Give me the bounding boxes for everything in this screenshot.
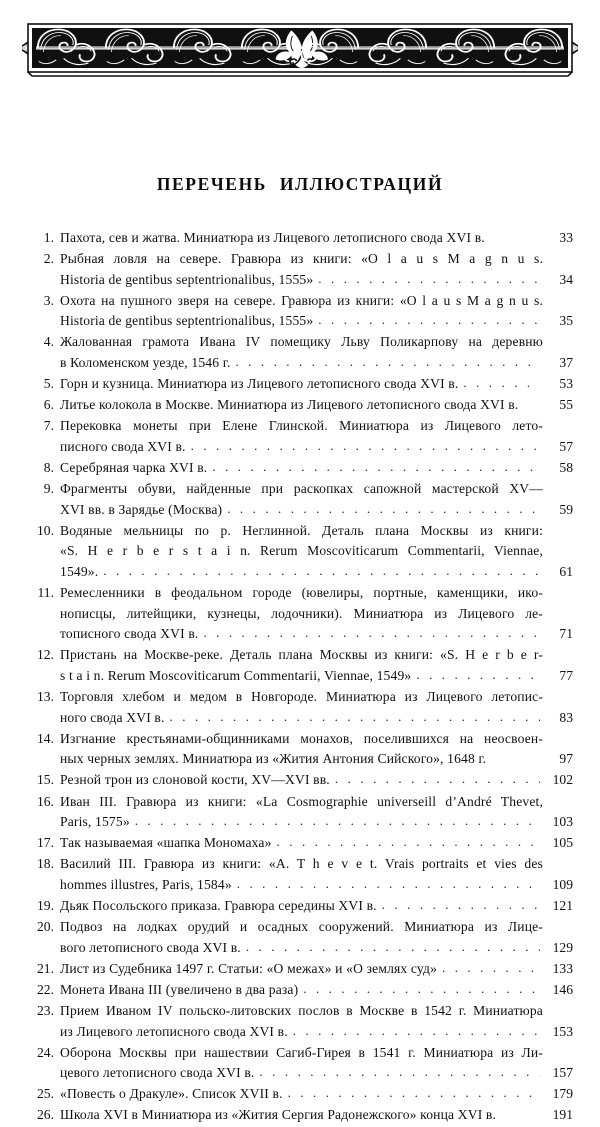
entry-number: 5. [43,376,54,392]
entry-page-number: 83 [559,709,573,725]
entry-line [28,479,573,500]
list-item[interactable] [28,896,573,917]
entry-caption: Пахота, сев и жатва. Миниатюра из Лицевого летописного свода XVI в. [60,230,485,245]
entry-number: 9. [43,481,54,497]
headpiece-artwork [22,20,578,82]
entry-number: 17. [37,835,54,851]
entry-caption: «S. H e r b e r s t a i n. Rerum Moscoviticarum Commentarii, Viennae, [60,543,543,559]
ornamental-headpiece [22,20,578,82]
entry-line [28,666,573,687]
entry-number: 21. [37,960,54,976]
dot-leader [235,352,540,373]
list-item[interactable] [28,980,573,1001]
list-item[interactable] [28,1105,573,1126]
entry-page-number: 153 [552,1023,573,1039]
entry-page-number: 133 [552,960,573,976]
entry-caption: Охота на пушного зверя на севере. Гравюра из книги: «O l a u s M a g n u s. [60,292,543,308]
entry-line [28,249,573,270]
entry-caption: Рыбная ловля на севере. Гравюра из книги: «O l a u s M a g n u s. [60,251,543,267]
entry-caption: писного свода XVI в. [60,438,186,454]
entry-caption: Резной трон из слоновой кости, XV—XVI вв. [60,772,330,788]
entry-page-number: 57 [559,438,573,454]
entry-line [28,854,573,875]
list-item[interactable] [28,792,573,833]
entry-page-number: 58 [559,460,573,476]
entry-page-number: 53 [559,376,573,392]
entry-caption: XVI вв. в Зарядье (Москва) [60,501,223,517]
entry-line [28,729,573,750]
entry-caption: Historia de gentibus septentrionalibus, 1555» [60,313,314,329]
dot-leader [170,707,540,728]
entry-line [28,1043,573,1064]
entry-line [28,311,573,332]
entry-caption: Литье колокола в Москве. Миниатюра из Лицевого летописного свода XVI в. [60,397,519,413]
dot-leader [416,665,540,686]
dot-leader [246,937,540,958]
entry-number: 1. [43,230,54,245]
entry-caption: Paris, 1575» [60,814,130,830]
entry-page-number: 55 [559,397,573,413]
entry-caption: из Лицевого летописного свода XVI в. [60,1023,288,1039]
list-item[interactable] [28,228,573,249]
dot-leader [191,436,540,457]
entry-page-number: 37 [559,355,573,371]
entry-number: 26. [37,1107,54,1123]
entry-caption: цевого летописного свода XVI в. [60,1065,255,1081]
dot-leader [442,958,540,979]
list-item[interactable] [28,1084,573,1105]
entry-line [28,604,573,625]
entry-line [28,437,573,458]
entry-number: 15. [37,772,54,788]
dot-leader [212,457,540,478]
page-title: ПЕРЕЧЕНЬ ИЛЛЮСТРАЦИЙ [156,174,444,194]
entry-caption: Иван III. Гравюра из книги: «La Cosmographie universeill d’André Thevet, [60,793,543,809]
dot-leader [303,979,540,1000]
entry-line [28,792,573,813]
entry-page-number: 121 [552,898,573,913]
entry-line [28,1084,573,1105]
entry-line [28,624,573,645]
list-item[interactable] [28,458,573,479]
dot-leader [277,832,540,853]
entry-line [28,500,573,521]
entry-caption: Ремесленники в феодальном городе (ювелиры, портные, каменщики, ико- [60,585,543,601]
list-item[interactable] [28,521,573,583]
dot-leader [318,310,540,331]
entry-line [28,980,573,1001]
entry-number: 23. [37,1002,54,1018]
entry-number: 6. [43,397,54,413]
entry-line [28,332,573,353]
list-item[interactable] [28,917,573,958]
entry-caption: hommes illustres, Paris, 1584» [60,876,232,892]
entry-line [28,374,573,395]
entry-page-number: 157 [552,1065,573,1081]
list-item[interactable] [28,1001,573,1042]
entry-page-number: 35 [559,313,573,329]
entry-number: 7. [43,418,54,434]
list-item[interactable] [28,395,573,416]
entry-line [28,917,573,938]
entry-page-number: 33 [559,230,573,245]
entry-line [28,938,573,959]
entry-caption: Лист из Судебника 1497 г. Статьи: «О межах» и «О землях суд» [60,960,438,976]
entry-page-number: 61 [559,564,573,579]
entry-page-number: 97 [559,751,573,767]
dot-leader [318,269,540,290]
dot-leader [227,499,540,520]
entry-line [28,395,573,416]
list-item[interactable] [28,645,573,686]
dot-leader [288,1083,540,1104]
entry-page-number: 129 [552,939,573,955]
entry-line [28,416,573,437]
entry-line [28,1063,573,1084]
entry-caption: Пристань на Москве-реке. Деталь плана Москвы из книги: «S. H e r b e r- [60,647,543,663]
entry-caption: в Коломенском уезде, 1546 г. [60,355,231,371]
entry-page-number: 191 [552,1107,573,1123]
entry-number: 24. [37,1044,54,1060]
entry-number: 3. [43,292,54,308]
entry-page-number: 59 [559,501,573,517]
entry-page-number: 109 [552,876,573,892]
entry-line [28,270,573,291]
dot-leader [293,1021,540,1042]
dot-leader [103,561,540,582]
entry-caption: Василий III. Гравюра из книги: «A. T h e v e t. Vrais portraits et vies des [60,856,543,872]
list-item[interactable] [28,583,573,645]
entry-line [28,1105,573,1126]
entry-page-number: 146 [552,981,573,997]
list-item[interactable] [28,416,573,457]
list-item[interactable] [28,687,573,728]
entry-number: 12. [37,647,54,663]
entry-line [28,1001,573,1022]
entry-number: 10. [37,522,54,538]
entry-number: 22. [37,981,54,997]
entry-caption: Оборона Москвы при нашествии Сагиб-Гирея в 1541 г. Миниатюра из Ли- [60,1044,543,1060]
entry-line [28,228,573,249]
entry-page-number: 77 [559,667,573,683]
entry-page-number: 34 [559,271,573,287]
entry-line [28,812,573,833]
entry-number: 11. [37,585,54,601]
entry-number: 4. [43,334,54,350]
entry-caption: Серебряная чарка XVI в. [60,460,208,476]
entry-line [28,562,573,583]
entry-number: 18. [37,856,54,872]
entry-caption: Фрагменты обуви, найденные при раскопках сапожной мастерской XV— [60,481,543,497]
entry-line [28,541,573,562]
entry-number: 20. [37,919,54,935]
entry-caption: Торговля хлебом и медом в Новгороде. Миниатюра из Лицевого летопис- [60,689,543,705]
entry-caption: Так называемая «шапка Мономаха» [60,835,272,851]
entry-caption: Дьяк Посольского приказа. Гравюра середины XVI в. [60,898,377,913]
dot-leader [237,874,540,895]
entry-number: 13. [37,689,54,705]
entry-number: 8. [43,460,54,476]
entry-page-number: 105 [552,835,573,851]
dot-leader [335,769,540,790]
entry-line [28,521,573,542]
entry-caption: Школа XVI в Миниатюра из «Жития Сергия Радонежского» конца XVI в. [60,1107,497,1123]
list-item[interactable] [28,770,573,791]
entry-line [28,458,573,479]
list-item[interactable] [28,249,573,290]
entry-number: 25. [37,1086,54,1102]
list-item[interactable] [28,374,573,395]
entry-caption: Historia de gentibus septentrionalibus, 1555» [60,271,314,287]
entry-page-number: 71 [559,626,573,642]
entry-line [28,583,573,604]
list-item[interactable] [28,729,573,770]
list-item[interactable] [28,291,573,332]
entry-number: 2. [43,251,54,267]
entry-line [28,749,573,770]
dot-leader [382,895,540,916]
entry-caption: ных черных землях. Миниатюра из «Жития Антония Сийского», 1648 г. [60,751,487,767]
entry-line [28,770,573,791]
entry-page-number: 179 [552,1086,573,1102]
entry-caption: вого летописного свода XVI в. [60,939,241,955]
entry-number: 16. [37,793,54,809]
entry-caption: Перековка монеты при Елене Глинской. Миниатюра из Лицевого лето- [60,418,543,434]
entry-caption: Прием Иваном IV польско-литовских послов в Москве в 1542 г. Миниатюра [60,1002,543,1018]
entry-line [28,896,573,917]
entry-line [28,291,573,312]
entry-caption: Горн и кузница. Миниатюра из Лицевого летописного свода XVI в. [60,376,459,392]
entry-caption: Подвоз на лодках орудий и осадных сооружений. Миниатюра из Лице- [60,919,543,935]
entry-caption: Водяные мельницы по р. Неглинной. Деталь плана Москвы из книги: [60,522,543,538]
entry-line [28,833,573,854]
entry-line [28,708,573,729]
dot-leader [203,623,540,644]
dot-leader [135,811,540,832]
entry-line [28,959,573,980]
entry-page-number: 103 [552,814,573,830]
entry-caption: «Повесть о Дракуле». Список XVII в. [60,1086,283,1102]
list-item[interactable] [28,332,573,373]
entry-number: 14. [37,730,54,746]
list-item[interactable] [28,1043,573,1084]
entry-number: 19. [37,898,54,913]
entry-line [28,645,573,666]
list-item[interactable] [28,833,573,854]
entry-caption: Изгнание крестьянами-общинниками монахов, поселившихся на неосвоен- [60,730,543,746]
entry-caption: s t a i n. Rerum Moscoviticarum Commentarii, Viennae, 1549» [60,667,412,683]
entry-line [28,687,573,708]
entry-caption: Монета Ивана III (увеличено в два раза) [60,981,299,997]
entry-caption: ного свода XVI в. [60,709,165,725]
entry-line [28,875,573,896]
entry-caption: Жалованная грамота Ивана IV помещику Льву Поликарпову на деревню [60,334,543,350]
list-item[interactable] [28,854,573,895]
list-item[interactable] [28,959,573,980]
entry-caption: 1549». [60,564,99,579]
dot-leader [259,1062,540,1083]
entry-page-number: 102 [552,772,573,788]
entry-line [28,1022,573,1043]
illustrations-list [28,228,573,1127]
dot-leader [463,373,540,394]
entry-caption: тописного свода XVI в. [60,626,199,642]
entry-line [28,353,573,374]
list-item[interactable] [28,479,573,520]
entry-caption: нописцы, литейщики, кузнецы, лодочники). Миниатюра из Лицевого ле- [60,605,543,621]
